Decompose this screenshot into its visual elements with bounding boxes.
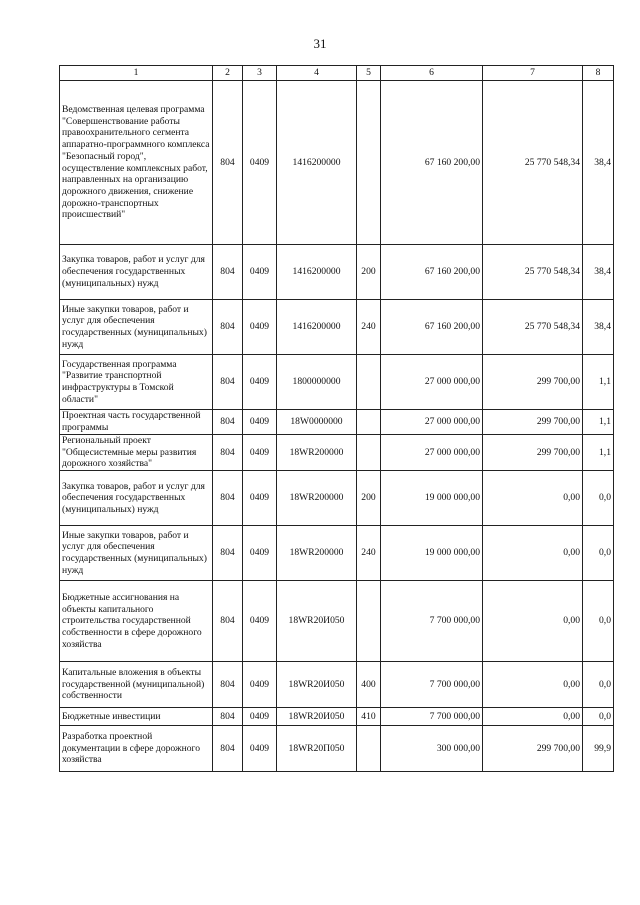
row-code-5-cell: 400 bbox=[357, 662, 381, 708]
row-code-4-cell: 18WR200000 bbox=[277, 526, 357, 581]
row-code-2-cell: 804 bbox=[213, 726, 243, 772]
table-row bbox=[60, 410, 614, 435]
header-cell: 6 bbox=[381, 66, 483, 81]
row-code-5-cell: 240 bbox=[357, 300, 381, 355]
row-percent-cell: 1,1 bbox=[583, 435, 614, 471]
row-code-2-cell: 804 bbox=[213, 471, 243, 526]
row-code-4-cell: 18WR200000 bbox=[277, 471, 357, 526]
row-code-3-cell: 0409 bbox=[243, 81, 277, 245]
row-percent-cell: 0,0 bbox=[583, 581, 614, 662]
row-name-cell: Проектная часть государственной программы bbox=[60, 410, 213, 435]
row-code-5-cell bbox=[357, 435, 381, 471]
row-code-3-cell: 0409 bbox=[243, 526, 277, 581]
row-code-4-cell: 18WR200000 bbox=[277, 435, 357, 471]
header-cell: 7 bbox=[483, 66, 583, 81]
row-code-4-cell: 1416200000 bbox=[277, 81, 357, 245]
row-code-5-cell: 240 bbox=[357, 526, 381, 581]
row-code-5-cell bbox=[357, 581, 381, 662]
row-amount-6-cell: 19 000 000,00 bbox=[381, 471, 483, 526]
table-row bbox=[60, 435, 614, 471]
row-amount-6-cell: 19 000 000,00 bbox=[381, 526, 483, 581]
row-amount-6-cell: 27 000 000,00 bbox=[381, 410, 483, 435]
table-row bbox=[60, 662, 614, 708]
row-percent-cell: 38,4 bbox=[583, 245, 614, 300]
row-code-3-cell: 0409 bbox=[243, 662, 277, 708]
row-code-2-cell: 804 bbox=[213, 245, 243, 300]
budget-table bbox=[59, 65, 614, 772]
header-cell: 2 bbox=[213, 66, 243, 81]
row-code-2-cell: 804 bbox=[213, 526, 243, 581]
table-row bbox=[60, 471, 614, 526]
table-row bbox=[60, 726, 614, 772]
row-code-5-cell: 410 bbox=[357, 708, 381, 726]
row-code-5-cell bbox=[357, 410, 381, 435]
row-percent-cell: 0,0 bbox=[583, 471, 614, 526]
row-percent-cell: 38,4 bbox=[583, 300, 614, 355]
row-percent-cell: 0,0 bbox=[583, 662, 614, 708]
row-percent-cell: 99,9 bbox=[583, 726, 614, 772]
row-name-cell: Капитальные вложения в объекты государственной (муниципальной) собственности bbox=[60, 662, 213, 708]
table-row bbox=[60, 300, 614, 355]
table-row bbox=[60, 355, 614, 410]
header-cell: 8 bbox=[583, 66, 614, 81]
row-code-3-cell: 0409 bbox=[243, 471, 277, 526]
row-amount-7-cell: 25 770 548,34 bbox=[483, 300, 583, 355]
row-name-cell: Закупка товаров, работ и услуг для обеспечения государственных (муниципальных) нужд bbox=[60, 471, 213, 526]
row-amount-7-cell: 25 770 548,34 bbox=[483, 245, 583, 300]
table-row bbox=[60, 581, 614, 662]
row-amount-7-cell: 25 770 548,34 bbox=[483, 81, 583, 245]
row-code-5-cell bbox=[357, 355, 381, 410]
header-cell: 4 bbox=[277, 66, 357, 81]
row-code-4-cell: 18W0000000 bbox=[277, 410, 357, 435]
row-amount-6-cell: 7 700 000,00 bbox=[381, 708, 483, 726]
page-number: 31 bbox=[313, 36, 327, 51]
row-percent-cell: 0,0 bbox=[583, 526, 614, 581]
row-code-3-cell: 0409 bbox=[243, 245, 277, 300]
row-code-2-cell: 804 bbox=[213, 435, 243, 471]
row-amount-7-cell: 0,00 bbox=[483, 526, 583, 581]
header-cell: 1 bbox=[60, 66, 213, 81]
row-code-4-cell: 18WR20И050 bbox=[277, 708, 357, 726]
row-code-4-cell: 18WR20И050 bbox=[277, 662, 357, 708]
row-amount-6-cell: 67 160 200,00 bbox=[381, 300, 483, 355]
row-amount-7-cell: 0,00 bbox=[483, 662, 583, 708]
row-amount-7-cell: 299 700,00 bbox=[483, 726, 583, 772]
row-percent-cell: 0,0 bbox=[583, 708, 614, 726]
row-amount-6-cell: 300 000,00 bbox=[381, 726, 483, 772]
row-amount-6-cell: 7 700 000,00 bbox=[381, 581, 483, 662]
row-code-2-cell: 804 bbox=[213, 410, 243, 435]
row-name-cell: Иные закупки товаров, работ и услуг для обеспечения государственных (муниципальных) нужд bbox=[60, 526, 213, 581]
row-amount-7-cell: 0,00 bbox=[483, 471, 583, 526]
row-code-4-cell: 18WR20И050 bbox=[277, 581, 357, 662]
row-name-cell: Закупка товаров, работ и услуг для обеспечения государственных (муниципальных) нужд bbox=[60, 245, 213, 300]
row-name-cell: Государственная программа "Развитие транспортной инфраструктуры в Томской области" bbox=[60, 355, 213, 410]
row-percent-cell: 1,1 bbox=[583, 410, 614, 435]
row-name-cell: Иные закупки товаров, работ и услуг для обеспечения государственных (муниципальных) нужд bbox=[60, 300, 213, 355]
row-name-cell: Ведомственная целевая программа "Совершенствование работы правоохранительного сегмента аппаратно-программного комплекса "Безопасный город", осуществление комплексных работ, направленных на организацию дорожного движения, снижение дорожно-транспортных происшествий" bbox=[60, 81, 213, 245]
row-code-5-cell bbox=[357, 81, 381, 245]
row-name-cell: Региональный проект "Общесистемные меры развития дорожного хозяйства" bbox=[60, 435, 213, 471]
header-cell: 3 bbox=[243, 66, 277, 81]
row-code-3-cell: 0409 bbox=[243, 726, 277, 772]
row-code-3-cell: 0409 bbox=[243, 581, 277, 662]
row-amount-7-cell: 0,00 bbox=[483, 708, 583, 726]
row-code-3-cell: 0409 bbox=[243, 300, 277, 355]
row-code-3-cell: 0409 bbox=[243, 708, 277, 726]
header-cell: 5 bbox=[357, 66, 381, 81]
row-code-5-cell: 200 bbox=[357, 471, 381, 526]
row-amount-6-cell: 67 160 200,00 bbox=[381, 81, 483, 245]
row-amount-7-cell: 299 700,00 bbox=[483, 435, 583, 471]
row-code-5-cell bbox=[357, 726, 381, 772]
header-row bbox=[60, 66, 614, 81]
row-amount-6-cell: 27 000 000,00 bbox=[381, 435, 483, 471]
row-code-3-cell: 0409 bbox=[243, 435, 277, 471]
row-code-5-cell: 200 bbox=[357, 245, 381, 300]
row-amount-6-cell: 27 000 000,00 bbox=[381, 355, 483, 410]
table-row bbox=[60, 81, 614, 245]
table-body bbox=[60, 81, 614, 772]
row-amount-6-cell: 7 700 000,00 bbox=[381, 662, 483, 708]
row-code-4-cell: 18WR20П050 bbox=[277, 726, 357, 772]
row-amount-7-cell: 0,00 bbox=[483, 581, 583, 662]
row-code-3-cell: 0409 bbox=[243, 410, 277, 435]
row-percent-cell: 1,1 bbox=[583, 355, 614, 410]
row-name-cell: Бюджетные ассигнования на объекты капитального строительства государственной собственности в сфере дорожного хозяйства bbox=[60, 581, 213, 662]
row-amount-6-cell: 67 160 200,00 bbox=[381, 245, 483, 300]
row-name-cell: Разработка проектной документации в сфере дорожного хозяйства bbox=[60, 726, 213, 772]
row-code-2-cell: 804 bbox=[213, 708, 243, 726]
table-row bbox=[60, 245, 614, 300]
row-code-2-cell: 804 bbox=[213, 355, 243, 410]
row-code-2-cell: 804 bbox=[213, 581, 243, 662]
row-amount-7-cell: 299 700,00 bbox=[483, 355, 583, 410]
row-code-4-cell: 1800000000 bbox=[277, 355, 357, 410]
row-percent-cell: 38,4 bbox=[583, 81, 614, 245]
table-row bbox=[60, 708, 614, 726]
row-code-4-cell: 1416200000 bbox=[277, 245, 357, 300]
row-code-3-cell: 0409 bbox=[243, 355, 277, 410]
row-code-2-cell: 804 bbox=[213, 81, 243, 245]
row-amount-7-cell: 299 700,00 bbox=[483, 410, 583, 435]
row-code-2-cell: 804 bbox=[213, 300, 243, 355]
row-code-2-cell: 804 bbox=[213, 662, 243, 708]
table-row bbox=[60, 526, 614, 581]
row-code-4-cell: 1416200000 bbox=[277, 300, 357, 355]
row-name-cell: Бюджетные инвестиции bbox=[60, 708, 213, 726]
